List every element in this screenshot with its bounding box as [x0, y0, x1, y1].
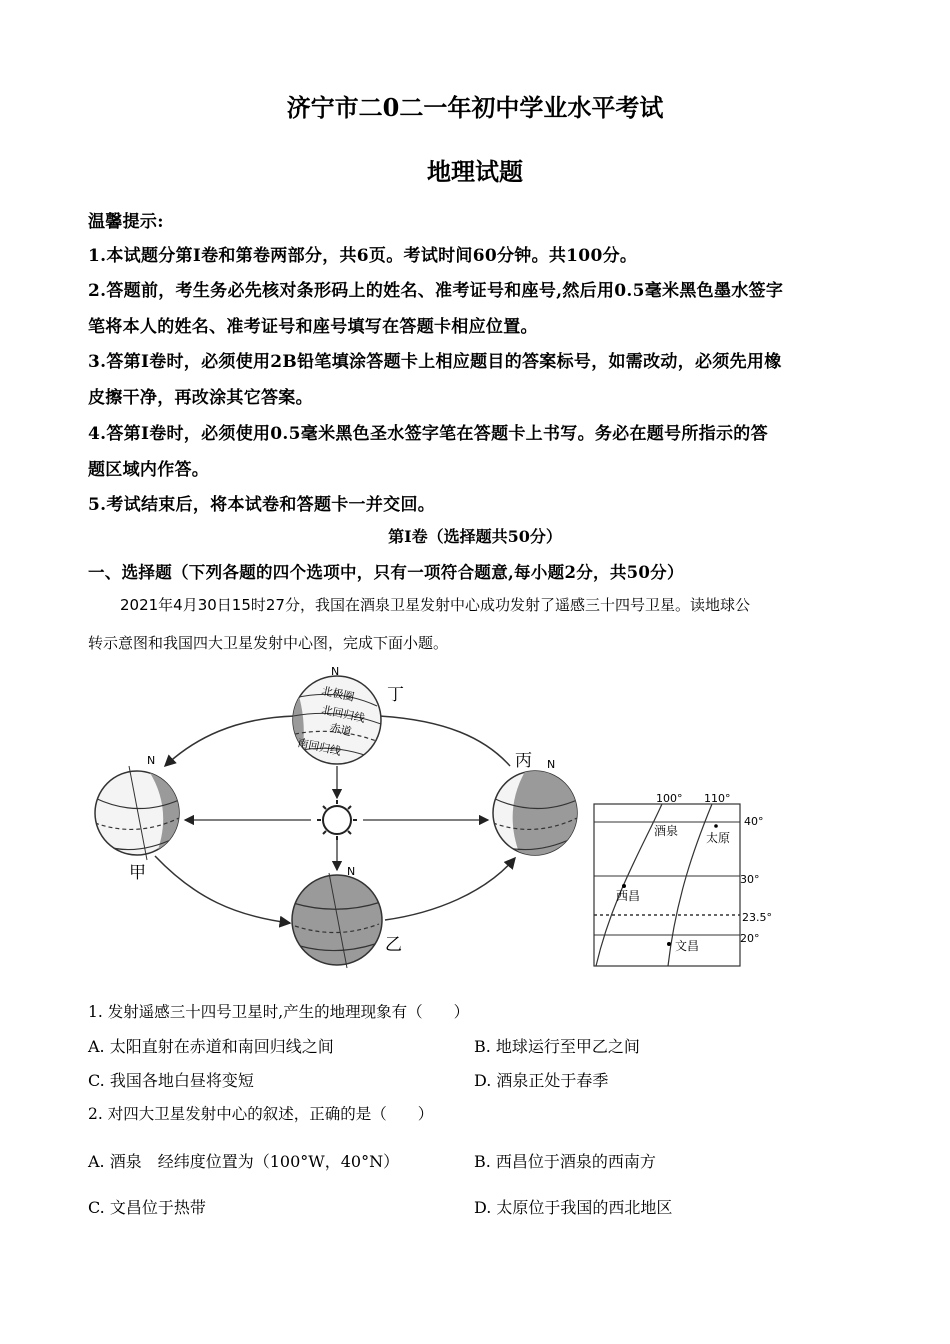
- option-a[interactable]: A. 酒泉 经纬度位置为（100°W，40°N）: [88, 1152, 400, 1171]
- tip-line: 5.考试结束后，将本试卷和答题卡一并交回。: [88, 495, 436, 515]
- place-label-jiuquan: 酒泉: [654, 824, 679, 838]
- latitude-label: 40°: [744, 815, 764, 828]
- sun-icon: [317, 800, 357, 840]
- question-stem: 1. 发射遥感三十四号卫星时,产生的地理现象有（ ）: [88, 1003, 470, 1021]
- earth-left: [95, 766, 185, 860]
- earth-right: [493, 768, 585, 858]
- globe-label: 北极圈: [320, 684, 356, 704]
- volume-title: 第Ⅰ卷（选择题共50分）: [388, 527, 562, 546]
- place-dot: [622, 884, 626, 888]
- globe-label: 北回归线: [320, 703, 367, 726]
- axis-label: N: [547, 758, 556, 771]
- intro-line: 转示意图和我国四大卫星发射中心图，完成下面小题。: [88, 634, 449, 652]
- tip-line: 3.答第Ⅰ卷时，必须使用2B铅笔填涂答题卡上相应题目的答案标号，如需改动，必须先用橡: [88, 352, 782, 372]
- orbit-arc: [385, 858, 515, 920]
- latitude-label: 20°: [740, 932, 760, 945]
- longitude-label: 100°: [656, 792, 683, 805]
- position-label-jia: 甲: [129, 863, 146, 883]
- latitude-label: 23.5°: [742, 911, 772, 924]
- axis-label: N: [331, 665, 340, 678]
- option-c[interactable]: C. 我国各地白昼将变短: [88, 1071, 254, 1090]
- position-label-bing: 丙: [515, 751, 532, 771]
- tip-line: 笔将本人的姓名、准考证号和座号填写在答题卡相应位置。: [88, 317, 538, 337]
- tip-line: 4.答第Ⅰ卷时，必须使用0.5毫米黑色圣水签字笔在答题卡上书写。务必在题号所指示的答: [88, 424, 768, 444]
- position-label-yi: 乙: [385, 935, 402, 955]
- part-title: 一、选择题（下列各题的四个选项中，只有一项符合题意,每小题2分，共50分）: [88, 563, 684, 582]
- longitude-label: 110°: [704, 792, 731, 805]
- tip-line: 2.答题前，考生务必先核对条形码上的姓名、准考证号和座号,然后用0.5毫米黑色墨水签字: [88, 281, 784, 301]
- question-stem: 2. 对四大卫星发射中心的叙述，正确的是（ ）: [88, 1105, 434, 1123]
- intro-line: 2021年4月30日15时27分，我国在酒泉卫星发射中心成功发射了遥感三十四号卫星。读地球公: [120, 596, 750, 614]
- option-b[interactable]: B. 地球运行至甲乙之间: [474, 1037, 640, 1056]
- tips-heading: 温馨提示:: [88, 212, 164, 232]
- place-dot: [667, 942, 671, 946]
- tip-line: 1.本试题分第Ⅰ卷和第卷两部分，共6页。考试时间60分钟。共100分。: [88, 246, 638, 266]
- orbit-arc: [165, 716, 295, 766]
- tip-line: 题区域内作答。: [88, 460, 210, 480]
- option-b[interactable]: B. 西昌位于酒泉的西南方: [474, 1152, 656, 1171]
- globe-label: 赤道: [328, 721, 353, 739]
- option-d[interactable]: D. 酒泉正处于春季: [474, 1071, 609, 1090]
- axis-label: N: [147, 754, 156, 767]
- orbit-arc: [155, 856, 290, 923]
- earth-bottom: [292, 873, 382, 968]
- place-label-wenchang: 文昌: [675, 939, 700, 953]
- tip-line: 皮擦干净，再改涂其它答案。: [88, 388, 313, 408]
- option-a[interactable]: A. 太阳直射在赤道和南回归线之间: [88, 1037, 334, 1056]
- axis-label: N: [347, 865, 356, 878]
- exam-title: 济宁市二0二一年初中学业水平考试: [286, 93, 664, 122]
- earth-revolution-diagram: [85, 658, 605, 976]
- place-label-taiyuan: 太原: [706, 831, 731, 845]
- orbit-arc: [379, 716, 510, 766]
- place-dot: [714, 824, 718, 828]
- launch-centers-map: [592, 788, 792, 970]
- position-label-ding: 丁: [387, 685, 404, 705]
- globe-label: 南回归线: [296, 736, 343, 759]
- exam-subtitle: 地理试题: [427, 157, 523, 186]
- option-d[interactable]: D. 太原位于我国的西北地区: [474, 1198, 673, 1217]
- place-label-xichang: 西昌: [616, 889, 641, 903]
- latitude-label: 30°: [740, 873, 760, 886]
- option-c[interactable]: C. 文昌位于热带: [88, 1198, 206, 1217]
